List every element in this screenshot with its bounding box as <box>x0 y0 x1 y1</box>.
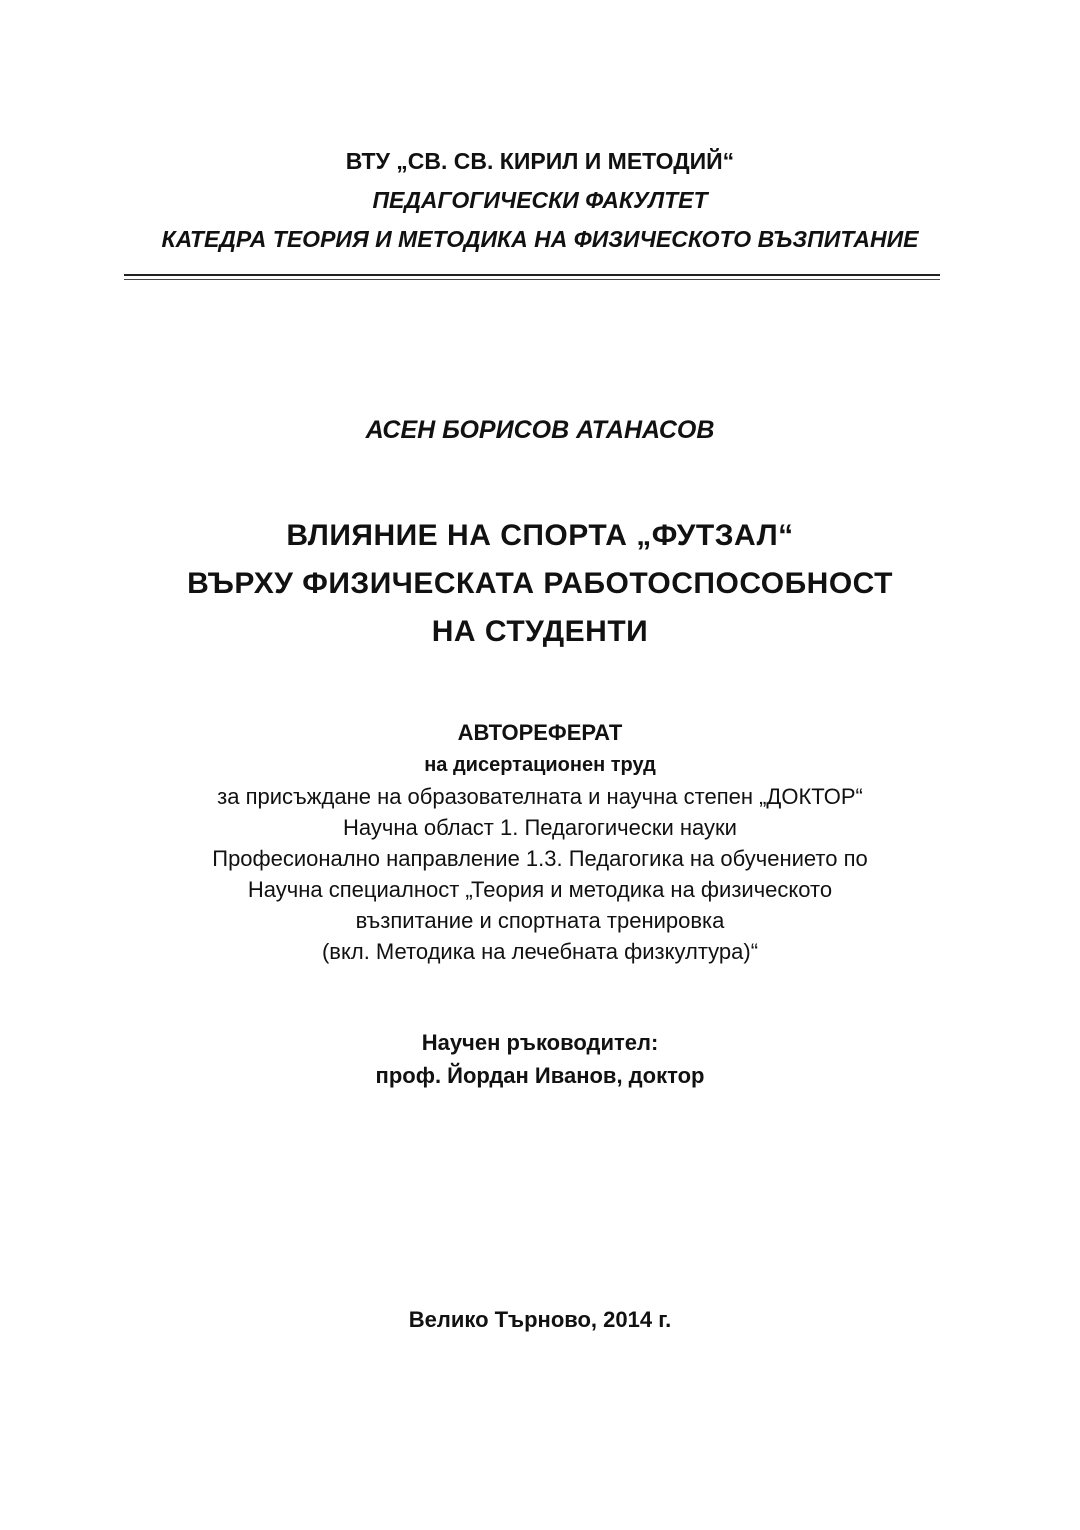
abstract-subheading: на дисертационен труд <box>424 754 656 776</box>
abstract-line: възпитание и спортната тренировка <box>355 908 725 933</box>
faculty-name: ПЕДАГОГИЧЕСКИ ФАКУЛТЕТ <box>372 187 708 213</box>
abstract-heading: АВТОРЕФЕРАТ <box>457 720 623 745</box>
title-line-1: ВЛИЯНИЕ НА СПОРТА „ФУТЗАЛ“ <box>286 519 794 552</box>
title-line-2: ВЪРХУ ФИЗИЧЕСКАТА РАБОТОСПОСОБНОСТ <box>187 567 893 600</box>
place-and-year: Велико Търново, 2014 г. <box>408 1307 672 1332</box>
header-divider-thin <box>124 279 940 280</box>
abstract-line: Професионално направление 1.3. Педагогика на обучението по <box>212 846 868 871</box>
supervisor-label: Научен ръководител: <box>421 1030 659 1055</box>
abstract-line: за присъждане на образователната и научна степен „ДОКТОР“ <box>217 784 863 809</box>
abstract-line: Научна специалност „Теория и методика на физическото <box>247 877 833 902</box>
supervisor-name: проф. Йордан Иванов, доктор <box>375 1063 705 1088</box>
abstract-line: Научна област 1. Педагогически науки <box>343 815 737 840</box>
author-name: АСЕН БОРИСОВ АТАНАСОВ <box>365 416 715 444</box>
university-name: ВТУ „СВ. СВ. КИРИЛ И МЕТОДИЙ“ <box>345 148 735 174</box>
department-name: КАТЕДРА ТЕОРИЯ И МЕТОДИКА НА ФИЗИЧЕСКОТО ВЪЗПИТАНИЕ <box>161 226 919 252</box>
abstract-line: (вкл. Методика на лечебната физкултура)“ <box>321 939 759 964</box>
header-divider <box>124 274 940 276</box>
title-line-3: НА СТУДЕНТИ <box>431 615 649 648</box>
